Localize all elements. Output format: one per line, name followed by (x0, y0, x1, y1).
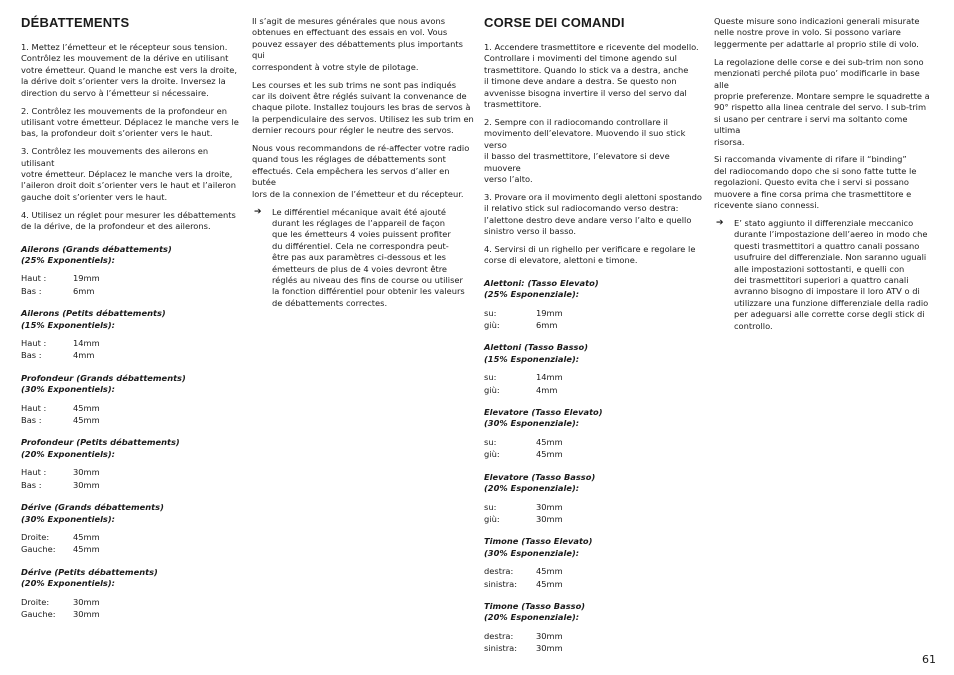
fr-throw-value: 4mm (73, 350, 95, 361)
it-throw-key: giù: (484, 513, 500, 524)
fr-throw-row (21, 479, 241, 491)
it-throw-group (484, 472, 704, 526)
it-throw-value: 45mm (536, 578, 563, 589)
fr-throw-key: Gauche: (21, 544, 56, 555)
page-number: 61 (922, 653, 936, 666)
it-step-2: 2. Sempre con il radiocomando controllare il movimento dell’elevatore. Muovendo il suo stick verso il basso del trasmettitore, l’elevatore si deve muovere verso l’alto. (484, 116, 686, 184)
fr-throw-value: 30mm (73, 608, 100, 619)
it-throw-row (484, 319, 704, 331)
fr-note-para: Il s’agit de mesures générales que nous avons obtenues en effectuant des essais en vol. Vous pouvez essayer des débattements plus importants qui correspondent à votre style de pilotage. (252, 16, 463, 72)
fr-throw-key: Gauche: (21, 608, 56, 619)
it-note-para: La regolazione delle corse e dei sub-trim non sono menzionati perché pilota puo’ modificarle in base alle proprie preferenze. Montare sempre le squadrette a 90° rispetto alla linea centrale del servo. I sub-trim si usano per centrare i servi ma soltanto come ultima risorsa. (714, 56, 930, 147)
fr-throw-value: 45mm (73, 415, 100, 426)
fr-note-para: Les courses et les sub trims ne sont pas indiqués car ils doivent être réglés suivant la convenance de chaque pilote. Installez toujours les bras de servos à la perpendiculaire des servos. Utilisez les sub trim en dernier recours pour régler le neutre des servos. (252, 79, 474, 136)
fr-throw-title: Profondeur (Grands débattements) (30% Exponentiels): (21, 372, 186, 395)
fr-column-notes (252, 16, 474, 309)
it-throw-key: su: (484, 501, 497, 512)
fr-throw-value: 45mm (73, 544, 100, 555)
fr-throw-row (21, 402, 241, 414)
it-throw-value: 45mm (536, 566, 563, 577)
fr-throw-key: Haut : (21, 338, 47, 349)
fr-throw-row (21, 531, 241, 543)
fr-throw-key: Bas : (21, 350, 42, 361)
fr-throw-title: Profondeur (Petits débattements) (20% Exponentiels): (21, 437, 180, 459)
fr-throw-title: Dérive (Grands débattements) (30% Exponentiels): (21, 502, 164, 524)
fr-note-para: Nous vous recommandons de ré-affecter votre radio quand tous les réglages de débattements sont effectués. Cela empêchera les servos d’aller en butée lors de la connexion de l’émetteur et du récepteur. (252, 143, 470, 199)
it-column-notes (714, 16, 936, 332)
fr-throw-value: 45mm (73, 402, 100, 413)
it-throw-row (484, 436, 704, 448)
it-step-4: 4. Servirsi di un righello per verificare e regolare le corse di elevatore, alettoni e timone. (484, 244, 696, 266)
it-throw-key: giù: (484, 320, 500, 331)
fr-throw-key: Haut : (21, 467, 47, 478)
fr-throw-group (21, 437, 241, 491)
it-throw-title: Alettoni (Tasso Basso) (15% Esponenziale): (484, 342, 588, 364)
it-throw-value: 30mm (536, 643, 563, 654)
it-differential-note (714, 218, 936, 332)
it-throw-row (484, 371, 704, 383)
it-throw-value: 19mm (536, 307, 563, 318)
it-throw-row (484, 501, 704, 513)
it-throw-key: sinistra: (484, 643, 518, 654)
fr-throw-group (21, 244, 241, 298)
it-throw-row (484, 384, 704, 396)
it-throw-group (484, 536, 704, 590)
it-throw-key: destra: (484, 566, 514, 577)
it-throw-value: 45mm (536, 449, 563, 460)
it-step-3: 3. Provare ora il movimento degli alettoni spostando il relativo stick sul radiocomando verso destra: l’alettone destro deve andare verso l’alto e quello sinistro verso il basso. (484, 191, 703, 237)
fr-throw-value: 14mm (73, 338, 100, 349)
fr-throw-row (21, 272, 241, 284)
it-note-para: Queste misure sono indicazioni generali misurate nelle nostre prove in volo. Si possono variare leggermente per adattarle al proprio stile di volo. (714, 16, 920, 49)
fr-throw-group (21, 308, 241, 362)
it-throw-key: su: (484, 307, 497, 318)
it-throw-title: Timone (Tasso Elevato) (30% Esponenziale): (484, 536, 593, 558)
it-throw-value: 6mm (536, 320, 558, 331)
it-throw-title: Alettoni: (Tasso Elevato) (25% Esponenziale): (484, 277, 599, 300)
it-throw-key: sinistra: (484, 578, 518, 589)
fr-throw-group (21, 502, 241, 556)
it-throw-title: Timone (Tasso Basso) (20% Esponenziale): (484, 600, 586, 623)
it-section-title: CORSE DEI COMANDI (484, 15, 625, 30)
arrow-right-icon: ➔ (254, 206, 262, 217)
it-throw-row (484, 448, 704, 460)
it-step-1: 1. Accendere trasmettitore e ricevente del modello. Controllare i movimenti del timone agendo sul trasmettitore. Quando lo stick va a destra, anche il timone deve andare a destra. Se questo non avvenisse bisogna invertire il verso del servo dal trasmettitore. (484, 42, 699, 110)
fr-differential-text: Le différentiel mécanique avait été ajouté durant les réglages de l’appareil de façon que les émetteurs 4 voies puissent profiter du différentiel. Cela ne correspondra peut- être pas aux paramètres ci-dessous et les émetteurs de plus de 4 voies devront être réglés au niveau des fins de course ou utiliser la fonction différentiel pour obtenir les valeurs de débattements correctes. (272, 206, 465, 308)
fr-throw-group (21, 567, 241, 621)
fr-throw-key: Droite: (21, 596, 50, 607)
fr-throw-row (21, 414, 241, 426)
fr-throw-row (21, 608, 241, 620)
fr-throw-key: Haut : (21, 273, 47, 284)
it-throw-row (484, 630, 704, 642)
fr-throw-group (21, 373, 241, 427)
fr-throw-row (21, 596, 241, 608)
it-throw-key: giù: (484, 449, 500, 460)
it-throw-group (484, 601, 704, 655)
fr-throw-key: Bas : (21, 479, 42, 490)
fr-throw-key: Bas : (21, 285, 42, 296)
fr-throw-row (21, 543, 241, 555)
it-throw-title: Elevatore (Tasso Elevato) (30% Esponenziale): (484, 407, 603, 429)
fr-differential-note (252, 207, 474, 310)
fr-throw-key: Haut : (21, 402, 47, 413)
it-differential-text: E’ stato aggiunto il differenziale meccanico durante l’impostazione dell’aereo in modo che questi trasmettitori a quattro canali possano usufruire del differenziale. Non saranno uguali alle impostazioni sottostanti, e quelli con dei trasmettitori superiori a quattro canali avranno bisogno di impostare il loro ATV o di utilizzare una funzione differenziale della radio per adeguarsi alle corrette corse degli stick di controllo. (734, 218, 929, 331)
fr-step-3: 3. Contrôlez les mouvements des ailerons en utilisant votre émetteur. Déplacez le manche vers la droite, l’aileron droit doit s’orienter vers le haut et l’aileron gauche doit s’orienter vers le haut. (21, 146, 236, 202)
fr-throw-title: Dérive (Petits débattements) (20% Exponentiels): (21, 566, 158, 589)
it-throw-value: 30mm (536, 501, 563, 512)
it-throw-key: destra: (484, 630, 514, 641)
it-throw-title: Elevatore (Tasso Basso) (20% Esponenziale): (484, 471, 596, 494)
it-throw-value: 30mm (536, 513, 563, 524)
fr-throw-value: 30mm (73, 467, 100, 478)
it-throw-key: su: (484, 436, 497, 447)
it-column-values (484, 16, 704, 655)
fr-throw-value: 19mm (73, 273, 100, 284)
fr-throw-row (21, 285, 241, 297)
fr-throw-row (21, 349, 241, 361)
it-throw-row (484, 565, 704, 577)
it-throw-row (484, 307, 704, 319)
it-throw-value: 4mm (536, 384, 558, 395)
fr-step-1: 1. Mettez l’émetteur et le récepteur sous tension. Contrôlez les mouvement de la dérive en utilisant votre émetteur. Quand le manche est vers la droite, la dérive doit s’orienter vers la droite. Inversez la direction du servo à l’émetteur si nécessaire. (21, 42, 237, 98)
fr-throw-row (21, 337, 241, 349)
it-throw-group (484, 407, 704, 461)
it-throw-row (484, 513, 704, 525)
fr-throw-title: Ailerons (Petits débattements) (15% Exponentiels): (21, 308, 166, 330)
fr-throw-value: 45mm (73, 531, 100, 542)
it-throw-row (484, 642, 704, 654)
fr-column-values (21, 16, 241, 620)
it-throw-value: 30mm (536, 630, 563, 641)
it-throw-value: 45mm (536, 436, 563, 447)
fr-section-title: DÉBATTEMENTS (21, 15, 130, 30)
it-throw-group (484, 342, 704, 396)
it-throw-value: 14mm (536, 372, 563, 383)
fr-throw-title: Ailerons (Grands débattements) (25% Exponentiels): (21, 243, 172, 265)
fr-throw-value: 6mm (73, 285, 95, 296)
it-throw-key: giù: (484, 384, 500, 395)
fr-throw-value: 30mm (73, 479, 100, 490)
fr-throw-row (21, 466, 241, 478)
it-throw-key: su: (484, 372, 497, 383)
fr-throw-value: 30mm (73, 596, 100, 607)
fr-step-2: 2. Contrôlez les mouvements de la profondeur en utilisant votre émetteur. Déplacez le manche vers le bas, la profondeur doit s’orienter vers le haut. (21, 105, 239, 139)
fr-throw-key: Bas : (21, 415, 42, 426)
fr-step-4: 4. Utilisez un réglet pour mesurer les débattements de la dérive, de la profondeur et des ailerons. (21, 209, 236, 232)
arrow-right-icon: ➔ (716, 218, 724, 228)
it-note-para: Si raccomanda vivamente di rifare il “binding” del radiocomando dopo che si sono fatte tutte le regolazioni. Questo evita che i servi si possano muovere a fine corsa prima che trasmettitore e ricevente siano connessi. (714, 154, 917, 211)
it-throw-group (484, 278, 704, 332)
it-throw-row (484, 578, 704, 590)
fr-throw-key: Droite: (21, 531, 50, 542)
